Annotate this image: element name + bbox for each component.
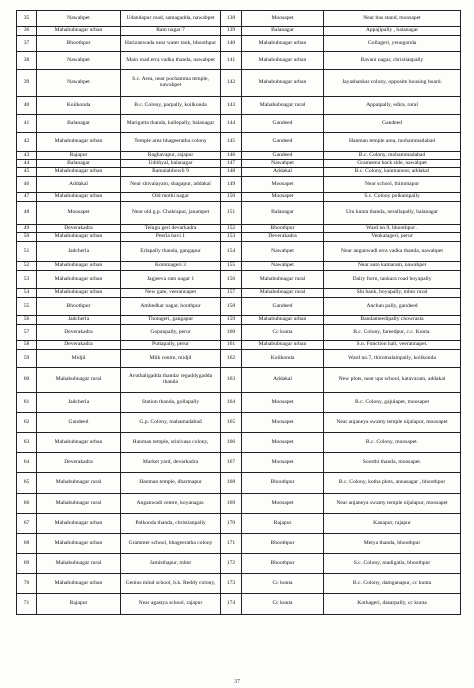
table-row xyxy=(17,11,461,27)
mandal-cell: Moosapet xyxy=(242,11,324,27)
location-cell: Gopanpally, perur xyxy=(121,325,221,341)
location-cell: Udithyal, balanagar xyxy=(121,160,221,168)
location-cell: Near agastya school, rajapur xyxy=(121,594,221,615)
location-cell: New plots, near ups school, katavaram, addakal xyxy=(324,368,461,393)
mandal-cell: Rajapur xyxy=(242,514,324,534)
serial-number-cell: 43 xyxy=(17,152,37,160)
serial-number-cell: 163 xyxy=(221,368,242,393)
table-row xyxy=(17,341,461,350)
location-cell: Near anjaneya swamy temple nijalapur, moosapet xyxy=(324,494,461,514)
location-cell: Avuthaligadda thanda/ regaddygadda thanda xyxy=(121,368,221,393)
mandal-cell: Bhoothpur xyxy=(242,473,324,494)
serial-number-cell: 170 xyxy=(221,514,242,534)
mandal-cell: Moosapet xyxy=(242,193,324,202)
mandal-cell: Mahabubnagar urban xyxy=(37,514,121,534)
mandal-cell: Moosapet xyxy=(242,413,324,433)
mandal-cell: Balanagar xyxy=(37,160,121,168)
mandal-cell: Bhoothpur xyxy=(242,534,324,554)
mandal-cell: Addakal xyxy=(37,177,121,193)
table-row xyxy=(17,514,461,534)
table-row xyxy=(17,233,461,242)
mandal-cell: Gandeed xyxy=(242,152,324,160)
mandal-cell: Addakal xyxy=(242,368,324,393)
serial-number-cell: 166 xyxy=(221,433,242,453)
table-row xyxy=(17,325,461,341)
serial-number-cell: 35 xyxy=(17,11,37,27)
mandal-cell: Gandeed xyxy=(242,298,324,316)
serial-number-cell: 152 xyxy=(221,225,242,233)
location-cell: Ramaiahbowli 9 xyxy=(121,168,221,177)
mandal-cell: Mahabubnagar rural xyxy=(242,289,324,298)
serial-number-cell: 57 xyxy=(17,325,37,341)
mandal-cell: Gandeed xyxy=(242,133,324,152)
location-cell: Anganwadi centre, koyanagar. xyxy=(121,494,221,514)
mandal-cell: Mahabubnagar urban xyxy=(37,433,121,453)
location-cell: Old mothi nagar xyxy=(121,193,221,202)
table-row xyxy=(17,152,461,160)
mandal-cell: Moosapet xyxy=(242,393,324,413)
table-row xyxy=(17,70,461,97)
location-table-body xyxy=(17,11,461,615)
location-cell: B.c. Colony, moosapet. xyxy=(324,433,461,453)
table-row xyxy=(17,453,461,473)
serial-number-cell: 45 xyxy=(17,168,37,177)
location-cell: Anchan pally, gandeed xyxy=(324,298,461,316)
serial-number-cell: 59 xyxy=(17,350,37,368)
table-row xyxy=(17,298,461,316)
serial-number-cell: 71 xyxy=(17,594,37,615)
mandal-cell: Mahabubnagar urban xyxy=(37,133,121,152)
table-row xyxy=(17,262,461,271)
serial-number-cell: 149 xyxy=(221,177,242,193)
table-row xyxy=(17,225,461,233)
table-row xyxy=(17,97,461,115)
serial-number-cell: 66 xyxy=(17,494,37,514)
table-row xyxy=(17,27,461,36)
mandal-cell: Mahabubnagar urban xyxy=(37,27,121,36)
serial-number-cell: 52 xyxy=(17,262,37,271)
serial-number-cell: 51 xyxy=(17,242,37,262)
serial-number-cell: 150 xyxy=(221,193,242,202)
serial-number-cell: 143 xyxy=(221,97,242,115)
location-cell: Station thanda, gollapally xyxy=(121,393,221,413)
serial-number-cell: 55 xyxy=(17,298,37,316)
serial-number-cell: 154 xyxy=(221,242,242,262)
mandal-cell: Moosapet xyxy=(242,433,324,453)
table-row xyxy=(17,433,461,453)
serial-number-cell: 161 xyxy=(221,341,242,350)
serial-number-cell: 174 xyxy=(221,594,242,615)
serial-number-cell: 155 xyxy=(221,262,242,271)
serial-number-cell: 63 xyxy=(17,433,37,453)
location-cell: G.p. Colony, mahamadabad xyxy=(121,413,221,433)
serial-number-cell: 148 xyxy=(221,168,242,177)
mandal-cell: Deverakadra xyxy=(37,225,121,233)
mandal-cell: Mahabubnagar urban xyxy=(37,233,121,242)
location-cell: Jamisthapur, mbnr xyxy=(121,554,221,574)
location-cell: Udandapur road, samagadda, nawabpet xyxy=(121,11,221,27)
table-row xyxy=(17,271,461,289)
location-cell: Thotageri, gangapur xyxy=(121,316,221,325)
serial-number-cell: 61 xyxy=(17,393,37,413)
serial-number-cell: 54 xyxy=(17,289,37,298)
table-row xyxy=(17,473,461,494)
table-row xyxy=(17,594,461,615)
location-cell: Grammer school, bhageeratha colony xyxy=(121,534,221,554)
serial-number-cell: 56 xyxy=(17,316,37,325)
mandal-cell: Mahabubnagar urban xyxy=(242,36,324,52)
table-row xyxy=(17,168,461,177)
location-cell: Appajipally , balanagar xyxy=(324,27,461,36)
location-cell: Sbi bank, boyapally, mbnr rural xyxy=(324,289,461,298)
serial-number-cell: 37 xyxy=(17,36,37,52)
location-cell: Ward no.7, thirumalampally, koilkonda xyxy=(324,350,461,368)
serial-number-cell: 145 xyxy=(221,133,242,152)
table-row xyxy=(17,393,461,413)
table-row xyxy=(17,368,461,393)
mandal-cell: Nawabpet xyxy=(242,242,324,262)
mandal-cell: Nawabpet xyxy=(37,11,121,27)
table-row xyxy=(17,133,461,152)
location-cell: Soorthi thanda, moosapet. xyxy=(324,453,461,473)
location-cell: Hanman temple area, mohammadabad xyxy=(324,133,461,152)
location-cell: Milk centre, midjil xyxy=(121,350,221,368)
serial-number-cell: 168 xyxy=(221,473,242,494)
mandal-cell: Addakal xyxy=(242,168,324,177)
mandal-cell: Mahabubnagar urban xyxy=(37,168,121,177)
serial-number-cell: 159 xyxy=(221,316,242,325)
location-cell: B.c. Colony, damganapur, cc kunta xyxy=(324,574,461,594)
mandal-cell: Bhoothpur xyxy=(37,36,121,52)
mandal-cell: Jadcherla xyxy=(37,242,121,262)
table-row xyxy=(17,193,461,202)
mandal-cell: Bhoothpur xyxy=(242,225,324,233)
mandal-cell: Mahabubnagar rural xyxy=(242,271,324,289)
location-cell: Main road erra vadka thanda, nawabpet xyxy=(121,52,221,70)
mandal-cell: Mahabubnagar rural xyxy=(37,473,121,494)
serial-number-cell: 172 xyxy=(221,554,242,574)
mandal-cell: Deverakadra xyxy=(242,233,324,242)
serial-number-cell: 68 xyxy=(17,534,37,554)
location-cell: Raghavapur, rajapur xyxy=(121,152,221,160)
table-row xyxy=(17,115,461,133)
serial-number-cell: 156 xyxy=(221,271,242,289)
location-cell: Jayashankar colony, opposite housing board. xyxy=(324,70,461,97)
table-row xyxy=(17,494,461,514)
mandal-cell: Moosapet xyxy=(242,494,324,514)
mandal-cell: Rajapur xyxy=(37,594,121,615)
location-table xyxy=(16,10,461,615)
serial-number-cell: 70 xyxy=(17,574,37,594)
table-row xyxy=(17,177,461,193)
serial-number-cell: 165 xyxy=(221,413,242,433)
location-cell: Puttapally, perur xyxy=(121,341,221,350)
table-row xyxy=(17,36,461,52)
serial-number-cell: 64 xyxy=(17,453,37,473)
location-cell: B.c. Colony, kanmanoor, addakal xyxy=(324,168,461,177)
location-cell: Near shivalayam, shagapur, addakal xyxy=(121,177,221,193)
mandal-cell: Mahabubnagar urban xyxy=(37,262,121,271)
location-cell: Grameena back side, nawabpet xyxy=(324,160,461,168)
table-row xyxy=(17,413,461,433)
serial-number-cell: 36 xyxy=(17,27,37,36)
location-cell: Telugu geri devarkadra xyxy=(121,225,221,233)
serial-number-cell: 151 xyxy=(221,202,242,225)
location-cell: Ward no.9, bhoothpur . xyxy=(324,225,461,233)
table-row xyxy=(17,289,461,298)
mandal-cell: Koilkonda xyxy=(242,350,324,368)
mandal-cell: Balanagar xyxy=(37,115,121,133)
location-cell: Near anjaneya swamy temple nijalapur, moosapet xyxy=(324,413,461,433)
mandal-cell: Gandeed xyxy=(37,413,121,433)
location-cell: Kanapur, rajapur xyxy=(324,514,461,534)
mandal-cell: Balanagar xyxy=(242,202,324,225)
serial-number-cell: 69 xyxy=(17,554,37,574)
serial-number-cell: 44 xyxy=(17,160,37,168)
location-cell: Hanman temple, srinivasa colony, xyxy=(121,433,221,453)
serial-number-cell: 65 xyxy=(17,473,37,494)
mandal-cell: Jadcherla xyxy=(37,393,121,413)
mandal-cell: Mahabubnagar rural xyxy=(37,494,121,514)
mandal-cell: Mahabubnagar urban xyxy=(242,52,324,70)
mandal-cell: Bhoothpur xyxy=(242,554,324,574)
location-cell: Near school, thimmapur xyxy=(324,177,461,193)
table-row xyxy=(17,316,461,325)
mandal-cell: Midjil xyxy=(37,350,121,368)
location-cell: Erlapally thanda, gangapur xyxy=(121,242,221,262)
serial-number-cell: 48 xyxy=(17,202,37,225)
location-cell: Bandameedipally chowrasta xyxy=(324,316,461,325)
serial-number-cell: 62 xyxy=(17,413,37,433)
location-cell: Appaipally, edira, rural xyxy=(324,97,461,115)
mandal-cell: Bhoothpur xyxy=(37,298,121,316)
serial-number-cell: 50 xyxy=(17,233,37,242)
location-cell: Temple area bhageeratha colony xyxy=(121,133,221,152)
location-cell: Near anganwadi erra vadka thanda, nawabpet xyxy=(324,242,461,262)
mandal-cell: Deverakadra xyxy=(37,341,121,350)
serial-number-cell: 53 xyxy=(17,271,37,289)
location-cell: Ram nagar 7 xyxy=(121,27,221,36)
location-cell: Kothageri, dasarpally, cc kunta xyxy=(324,594,461,615)
location-cell: Near old g.p. Chakrapur, janampet xyxy=(121,202,221,225)
location-cell: Jagjeeva ram nagar 1 xyxy=(121,271,221,289)
serial-number-cell: 60 xyxy=(17,368,37,393)
location-cell: New gate, veerannapet xyxy=(121,289,221,298)
mandal-cell: Rajapur xyxy=(37,152,121,160)
location-cell: Metya thanda, bhoothpur xyxy=(324,534,461,554)
serial-number-cell: 146 xyxy=(221,152,242,160)
table-row xyxy=(17,160,461,168)
location-cell: S.c. Colony polkampally xyxy=(324,193,461,202)
location-cell: S.n. Function hall, veerannapet. xyxy=(324,341,461,350)
serial-number-cell: 141 xyxy=(221,52,242,70)
serial-number-cell: 171 xyxy=(221,534,242,554)
mandal-cell: Jadcherla xyxy=(37,316,121,325)
location-cell: B.c. Colony, kotha plots, annasagar , bhoothpur xyxy=(324,473,461,494)
serial-number-cell: 40 xyxy=(17,97,37,115)
serial-number-cell: 157 xyxy=(221,289,242,298)
mandal-cell: Nawabpet xyxy=(37,52,121,70)
serial-number-cell: 153 xyxy=(221,233,242,242)
mandal-cell: Mahabubnagar rural xyxy=(37,368,121,393)
location-cell: Peerla bavi 1 xyxy=(121,233,221,242)
location-cell: B.c. Colony, fareedpur, c.c. Kunta. xyxy=(324,325,461,341)
mandal-cell: Cc kunta xyxy=(242,574,324,594)
location-cell: Gollageri, yenugonda xyxy=(324,36,461,52)
mandal-cell: Koilkonda xyxy=(37,97,121,115)
location-cell: S.c. Area, near pochamma temple, nawabpet xyxy=(121,70,221,97)
table-row xyxy=(17,242,461,262)
mandal-cell: Mahabubnagar urban xyxy=(242,316,324,325)
serial-number-cell: 139 xyxy=(221,27,242,36)
location-cell: Palkonda thanda, christianpally xyxy=(121,514,221,534)
mandal-cell: Mahabubnagar urban xyxy=(242,70,324,97)
mandal-cell: Mahabubnagar urban xyxy=(37,534,121,554)
location-cell: Marigutta thanda, kallepally, balanagar xyxy=(121,115,221,133)
serial-number-cell: 38 xyxy=(17,52,37,70)
location-cell: Ambedkar nagar, boothpur xyxy=(121,298,221,316)
location-cell: Bavani nagar, christianpally xyxy=(324,52,461,70)
table-row xyxy=(17,202,461,225)
serial-number-cell: 58 xyxy=(17,341,37,350)
location-cell: Kommageri 3 xyxy=(121,262,221,271)
serial-number-cell: 160 xyxy=(221,325,242,341)
mandal-cell: Mahabubnagar rural xyxy=(242,97,324,115)
page-number: 37 xyxy=(234,679,240,685)
serial-number-cell: 67 xyxy=(17,514,37,534)
serial-number-cell: 47 xyxy=(17,193,37,202)
serial-number-cell: 173 xyxy=(221,574,242,594)
mandal-cell: Nawabpet xyxy=(242,262,324,271)
serial-number-cell: 142 xyxy=(221,70,242,97)
serial-number-cell: 147 xyxy=(221,160,242,168)
location-cell: Genius mind school, b.k. Reddy colony, xyxy=(121,574,221,594)
mandal-cell: Moosapet xyxy=(242,177,324,193)
serial-number-cell: 49 xyxy=(17,225,37,233)
mandal-cell: Moosapet xyxy=(37,202,121,225)
mandal-cell: Nawabpet xyxy=(37,70,121,97)
mandal-cell: Mahabubnagar urban xyxy=(37,271,121,289)
location-cell: S.c. Colony, madigatla, bhoothpur xyxy=(324,554,461,574)
serial-number-cell: 138 xyxy=(221,11,242,27)
location-cell: Venkatageri, perur xyxy=(324,233,461,242)
location-cell: Dairy form, tankara road boyapally xyxy=(324,271,461,289)
serial-number-cell: 39 xyxy=(17,70,37,97)
mandal-cell: Cc kunta xyxy=(242,325,324,341)
mandal-cell: Mahabubnagar urban xyxy=(37,193,121,202)
location-cell: Hanman temple, dharmapur xyxy=(121,473,221,494)
location-cell: Near bus stand, moosapet xyxy=(324,11,461,27)
mandal-cell: Gandeed xyxy=(242,115,324,133)
serial-number-cell: 167 xyxy=(221,453,242,473)
mandal-cell: Cc kunta xyxy=(242,594,324,615)
serial-number-cell: 46 xyxy=(17,177,37,193)
location-cell: Harizanwada near water tank, bhoothpur xyxy=(121,36,221,52)
mandal-cell: Nawabpet xyxy=(242,160,324,168)
serial-number-cell: 41 xyxy=(17,115,37,133)
location-cell: Near auto kamaram, nawabpet xyxy=(324,262,461,271)
location-cell: B.c. Colony, parpally, koilkonda xyxy=(121,97,221,115)
serial-number-cell: 169 xyxy=(221,494,242,514)
serial-number-cell: 140 xyxy=(221,36,242,52)
table-row xyxy=(17,574,461,594)
mandal-cell: Mahabubnagar urban xyxy=(242,341,324,350)
mandal-cell: Mahabubnagar urban xyxy=(37,289,121,298)
location-cell: Utu kunta thanda, nerallapally, balanagar xyxy=(324,202,461,225)
table-row xyxy=(17,534,461,554)
location-cell: B.c. Colony, mohammadabad xyxy=(324,152,461,160)
location-cell: Market yard, devarkadra xyxy=(121,453,221,473)
mandal-cell: Balanagar xyxy=(242,27,324,36)
table-row xyxy=(17,52,461,70)
mandal-cell: Deverakadra xyxy=(37,325,121,341)
mandal-cell: Deverakadra xyxy=(37,453,121,473)
serial-number-cell: 158 xyxy=(221,298,242,316)
mandal-cell: Mahabubnagar urban xyxy=(37,574,121,594)
serial-number-cell: 164 xyxy=(221,393,242,413)
serial-number-cell: 162 xyxy=(221,350,242,368)
table-row xyxy=(17,350,461,368)
mandal-cell: Mahabubnagar rural xyxy=(37,554,121,574)
serial-number-cell: 144 xyxy=(221,115,242,133)
serial-number-cell: 42 xyxy=(17,133,37,152)
table-row xyxy=(17,554,461,574)
location-cell: B.c. Colony, gajulapet, moosapet xyxy=(324,393,461,413)
location-cell: Gandeed xyxy=(324,115,461,133)
mandal-cell: Moosapet xyxy=(242,453,324,473)
